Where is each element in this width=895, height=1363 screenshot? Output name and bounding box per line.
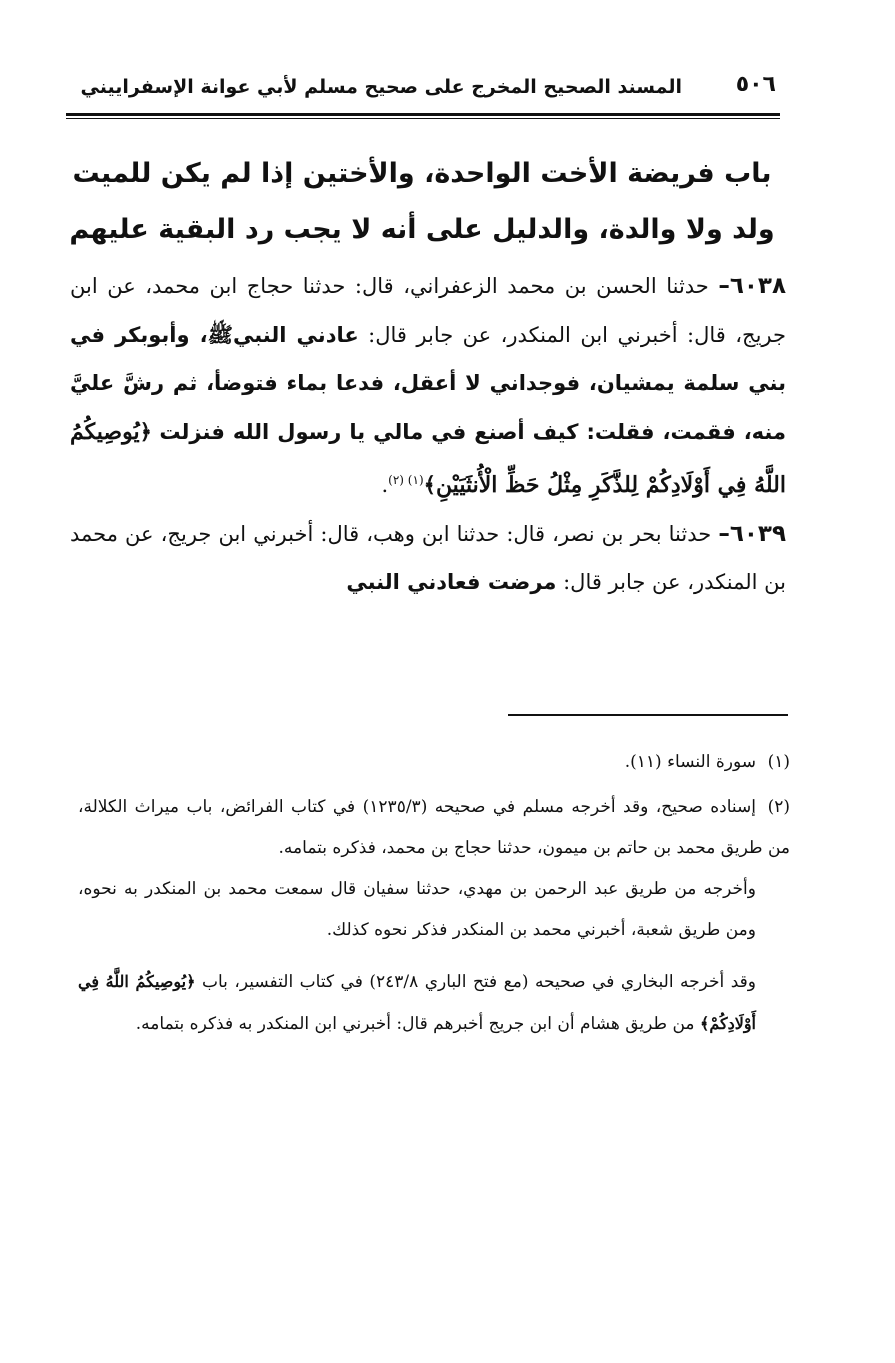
- hadith-matn: عادني النبيﷺ، وأبوبكر في بني سلمة يمشيان، فوجداني لا أعقل، فدعا بماء فتوضأ، ثم رشَّ عليَّ منه، فقمت، فقلت: كيف أصنع في مالي يا رسول الله فنزلت: [70, 322, 786, 444]
- hadith-number: ٦٠٣٨: [729, 273, 786, 299]
- footnote-text: من طريق هشام أن ابن جريج أخبرهم قال: أخبرني ابن المنكدر به فذكره بتمامه.: [135, 1014, 695, 1034]
- footnotes: [78, 742, 790, 1055]
- hadith-end: .: [381, 473, 389, 497]
- footnote-text: سورة النساء (١١).: [624, 752, 756, 772]
- quran-bracket-open: ﴿: [186, 972, 196, 991]
- quran-verse: يُوصِيكُمُ اللَّهُ فِي أَوْلَادِكُمْ لِلذَّكَرِ مِثْلُ حَظِّ الْأُنثَيَيْنِ: [70, 418, 786, 498]
- main-text: [70, 262, 786, 607]
- hadith-dash: –: [718, 520, 730, 547]
- running-header: [78, 68, 778, 108]
- footnote-paragraph: وأخرجه من طريق عبد الرحمن بن مهدي، حدثنا سفيان قال سمعت محمد بن المنكدر به نحوه، ومن طريق شعبة، أخبرني محمد بن المنكدر فذكر نحوه كذلك.: [78, 879, 756, 940]
- footnote-text: وقد أخرجه البخاري في صحيحه (مع فتح الباري ٢٤٣/٨) في كتاب التفسير، باب: [201, 972, 757, 992]
- hadith-isnad: حدثنا بحر بن نصر، قال: حدثنا ابن وهب، قال: أخبرني ابن جريج، عن محمد بن المنكدر، عن جابر قال:: [70, 521, 786, 594]
- hadith-6038: [70, 262, 786, 510]
- hadith-dash: –: [718, 273, 730, 299]
- footnote-label: (٢): [767, 797, 791, 817]
- hadith-number: ٦٠٣٩: [729, 520, 786, 547]
- quran-bracket-open: ﴿: [139, 419, 152, 444]
- footnote-refs: (١) (٢): [388, 473, 424, 487]
- quran-bracket-close: ﴾: [423, 473, 436, 497]
- page-number: ٥٠٦: [735, 72, 776, 97]
- running-title: المسند الصحيح المخرج على صحيح مسلم لأبي عوانة الإسفراييني: [80, 76, 682, 98]
- chapter-title: باب فريضة الأخت الواحدة، والأختين إذا لم يكن للميت ولد ولا والدة، والدليل على أنه لا يجب رد البقية عليهم: [69, 158, 775, 245]
- footnote-paragraph: [78, 787, 790, 869]
- footnote-2: [78, 787, 790, 1045]
- header-rule: [66, 113, 780, 116]
- quran-verse: يُوصِيكُمُ اللَّهُ فِي أَوْلَادِكُمْ: [78, 972, 756, 1033]
- hadith-6039: [70, 510, 786, 607]
- hadith-matn: مرضت فعادني النبي: [346, 570, 557, 594]
- footnote-text: إسناده صحيح، وقد أخرجه مسلم في صحيحه (١٢٣٥/٣) في كتاب الفرائض، باب ميراث الكلالة، من طريق محمد بن حاتم بن ميمون، حدثنا حجاج بن محمد، فذكره بتمامه.: [78, 797, 790, 858]
- footnote-label: (١): [767, 752, 790, 772]
- header-rule-thin: [66, 118, 780, 119]
- footnote-separator: [508, 714, 788, 716]
- hadith-isnad: حدثنا الحسن بن محمد الزعفراني، قال: حدثنا حجاج ابن محمد، عن ابن جريج، قال: أخبرني ابن المنكدر، عن جابر قال:: [70, 274, 786, 347]
- quran-bracket-close: ﴾: [699, 1014, 710, 1033]
- footnote-1: [78, 742, 790, 783]
- footnote-paragraph: [78, 961, 756, 1045]
